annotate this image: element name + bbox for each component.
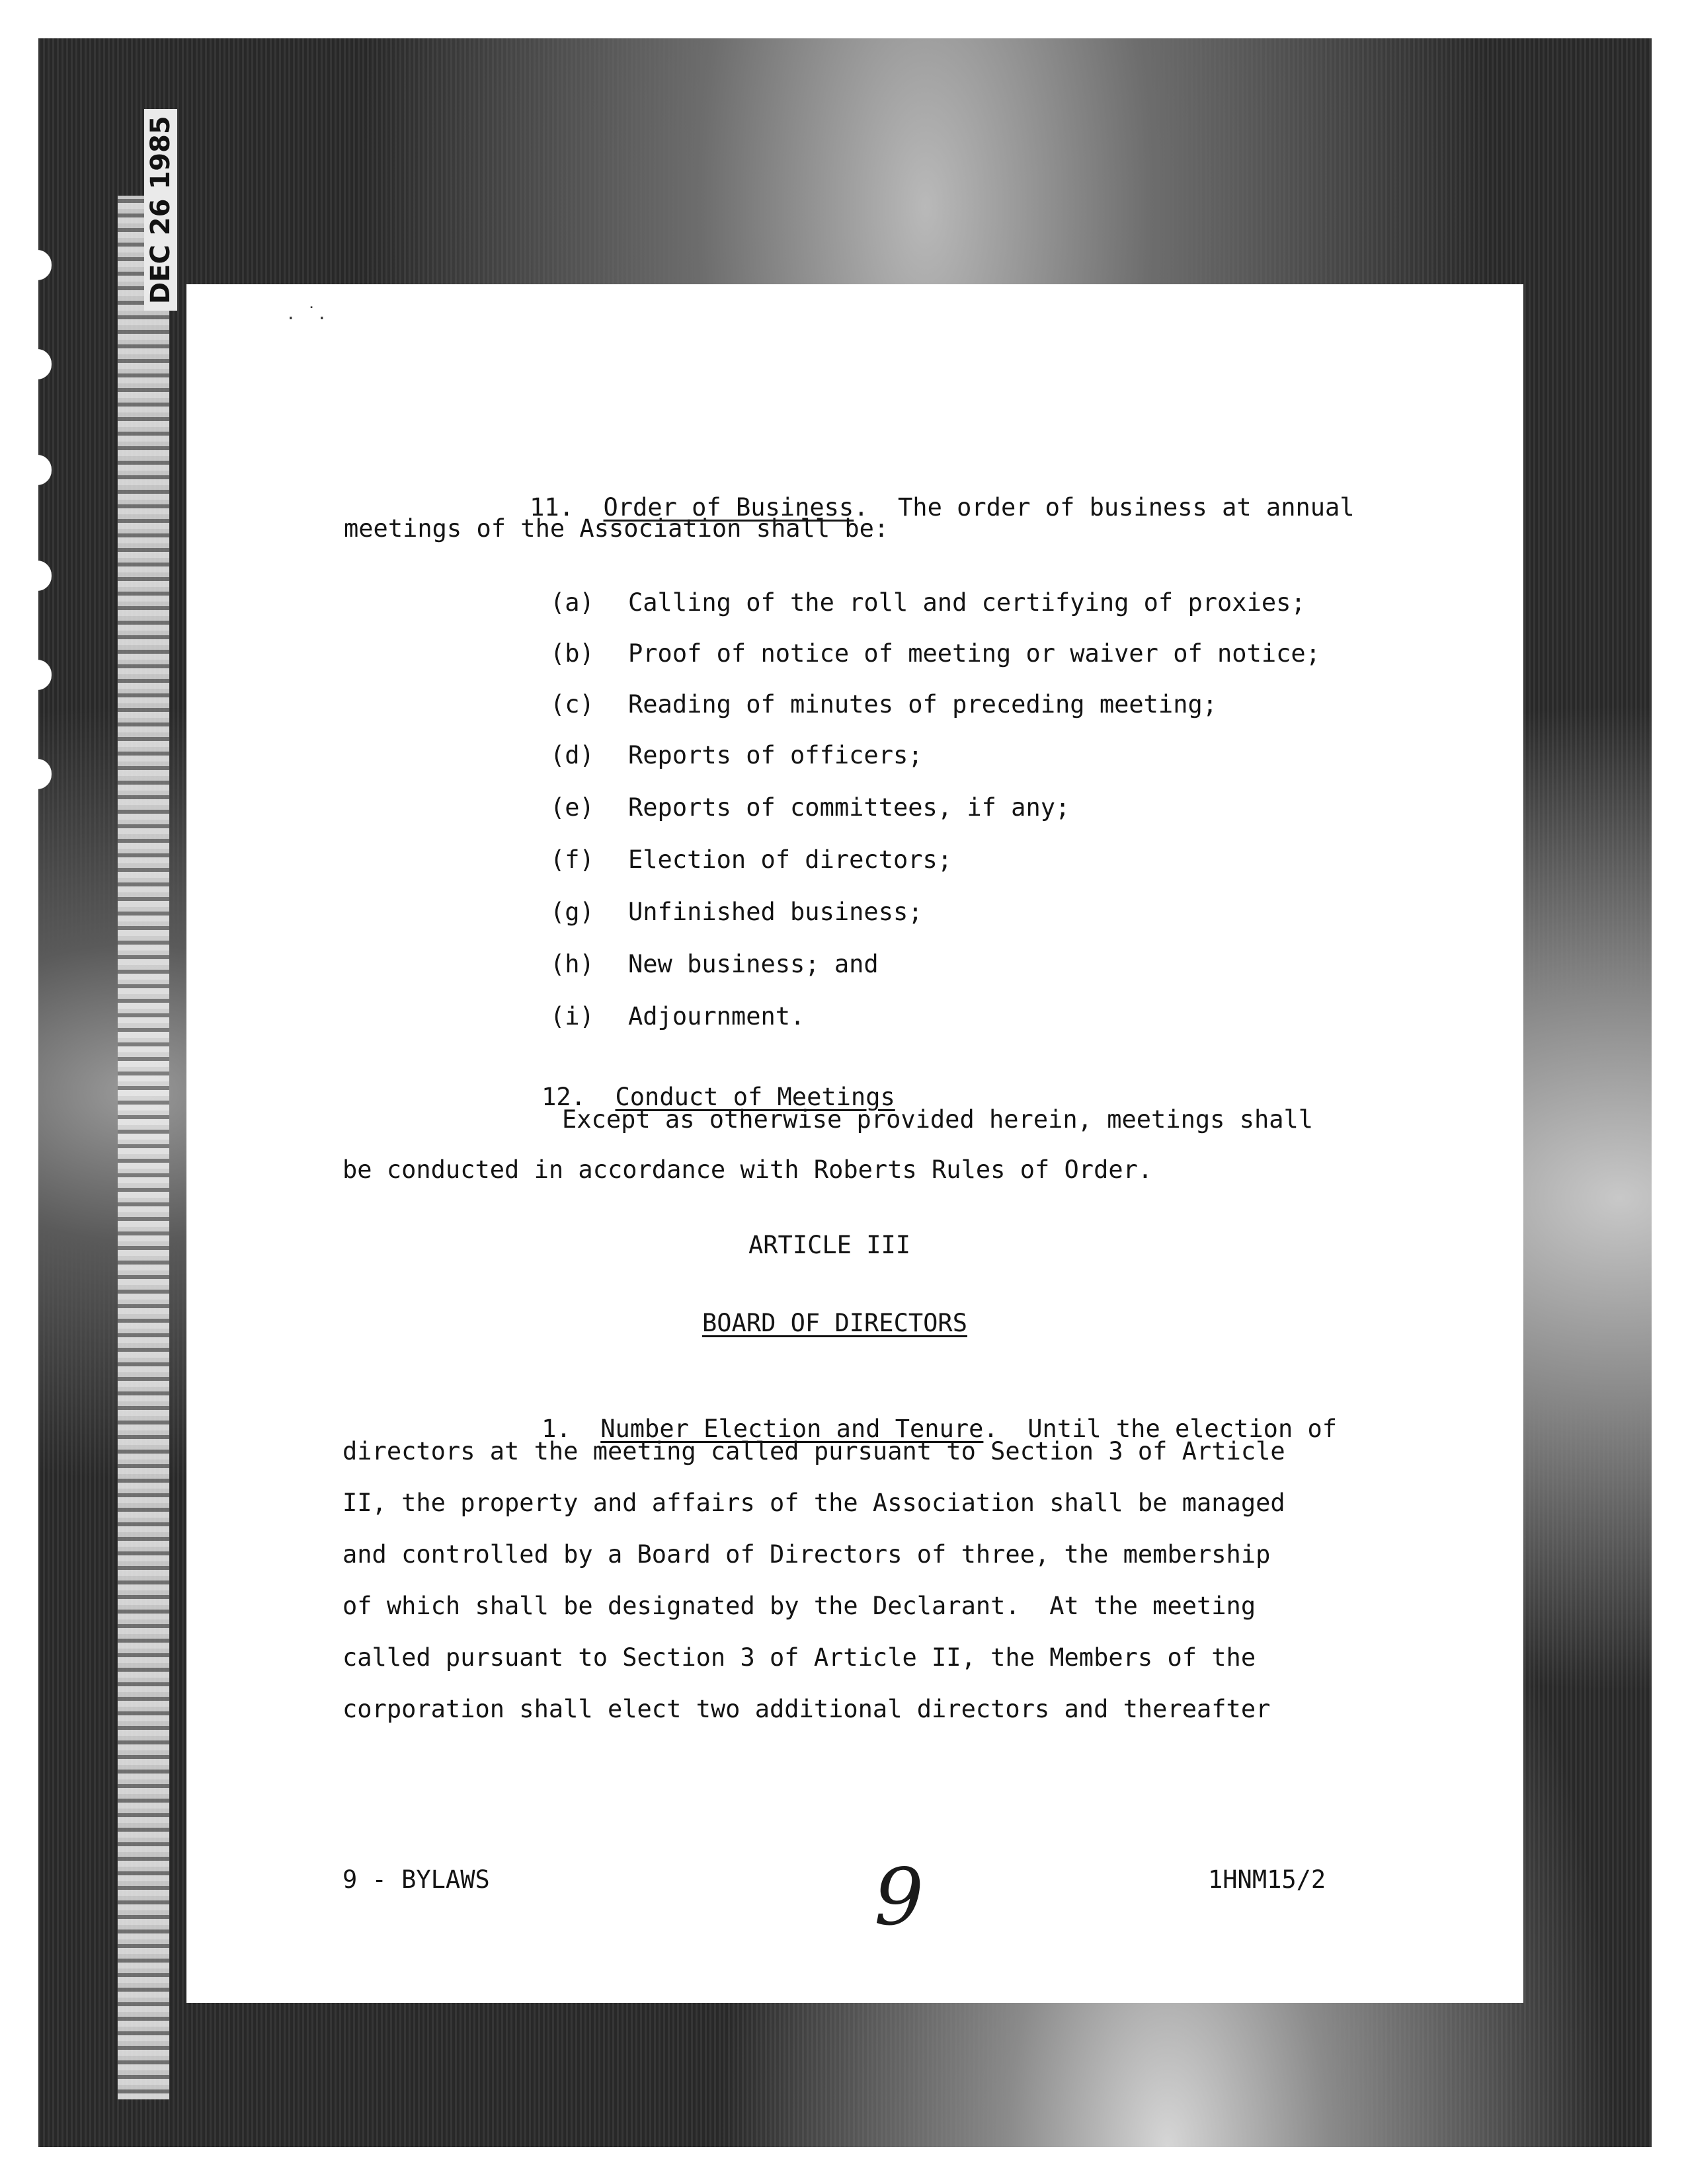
- section-title: Number Election and Tenure: [600, 1415, 984, 1443]
- scan-edge-strip: [118, 196, 169, 2099]
- item-text: Proof of notice of meeting or waiver of notice;: [628, 639, 1320, 668]
- section-title: Order of Business: [603, 493, 854, 522]
- section-11-intro-line: meetings of the Association shall be:: [344, 514, 889, 543]
- section-number: 11.: [530, 493, 574, 522]
- item-text: Election of directors;: [628, 845, 953, 874]
- item-text: Adjournment.: [628, 1002, 805, 1031]
- section-number: 12.: [542, 1083, 586, 1111]
- item-letter: (b): [550, 639, 594, 668]
- section-1-line: corporation shall elect two additional directors and thereafter: [342, 1695, 1271, 1723]
- item-text: New business; and: [628, 950, 879, 978]
- document-page: [186, 284, 1523, 2003]
- item-letter: (c): [550, 690, 594, 719]
- article-heading: ARTICLE III: [748, 1231, 911, 1259]
- item-text: Unfinished business;: [628, 898, 923, 926]
- section-1-line: of which shall be designated by the Declarant. At the meeting: [342, 1592, 1256, 1620]
- item-text: Calling of the roll and certifying of proxies;: [628, 588, 1306, 617]
- item-letter: (e): [550, 793, 594, 822]
- item-letter: (i): [550, 1002, 594, 1031]
- footer-right: 1HNM15/2: [1208, 1865, 1326, 1894]
- section-12-line: Except as otherwise provided herein, meetings shall: [562, 1105, 1314, 1134]
- item-letter: (g): [550, 898, 594, 926]
- section-1-line: directors at the meeting called pursuant to Section 3 of Article: [342, 1437, 1285, 1465]
- item-letter: (a): [550, 588, 594, 617]
- section-title: Conduct of Meetings: [615, 1083, 895, 1111]
- section-12-line: be conducted in accordance with Roberts Rules of Order.: [342, 1155, 1153, 1184]
- item-text: Reading of minutes of preceding meeting;: [628, 690, 1218, 719]
- section-1-line: called pursuant to Section 3 of Article II, the Members of the: [342, 1643, 1256, 1672]
- scan-specks: . ˙.: [286, 304, 327, 324]
- date-received-stamp: DEC 26 1985: [144, 109, 177, 311]
- section-intro: . The order of business at annual: [854, 493, 1355, 522]
- item-letter: (f): [550, 845, 594, 874]
- section-number: 1.: [542, 1415, 571, 1443]
- section-1-line: and controlled by a Board of Directors of three, the membership: [342, 1540, 1271, 1569]
- section-intro: . Until the election of: [983, 1415, 1338, 1443]
- article-subheading: BOARD OF DIRECTORS: [702, 1309, 967, 1337]
- footer-left: 9 - BYLAWS: [342, 1865, 490, 1894]
- item-letter: (h): [550, 950, 594, 978]
- section-1-line: II, the property and affairs of the Association shall be managed: [342, 1489, 1285, 1517]
- item-text: Reports of committees, if any;: [628, 793, 1070, 822]
- item-letter: (d): [550, 741, 594, 769]
- handwritten-page-number: 9: [874, 1852, 924, 1943]
- item-text: Reports of officers;: [628, 741, 923, 769]
